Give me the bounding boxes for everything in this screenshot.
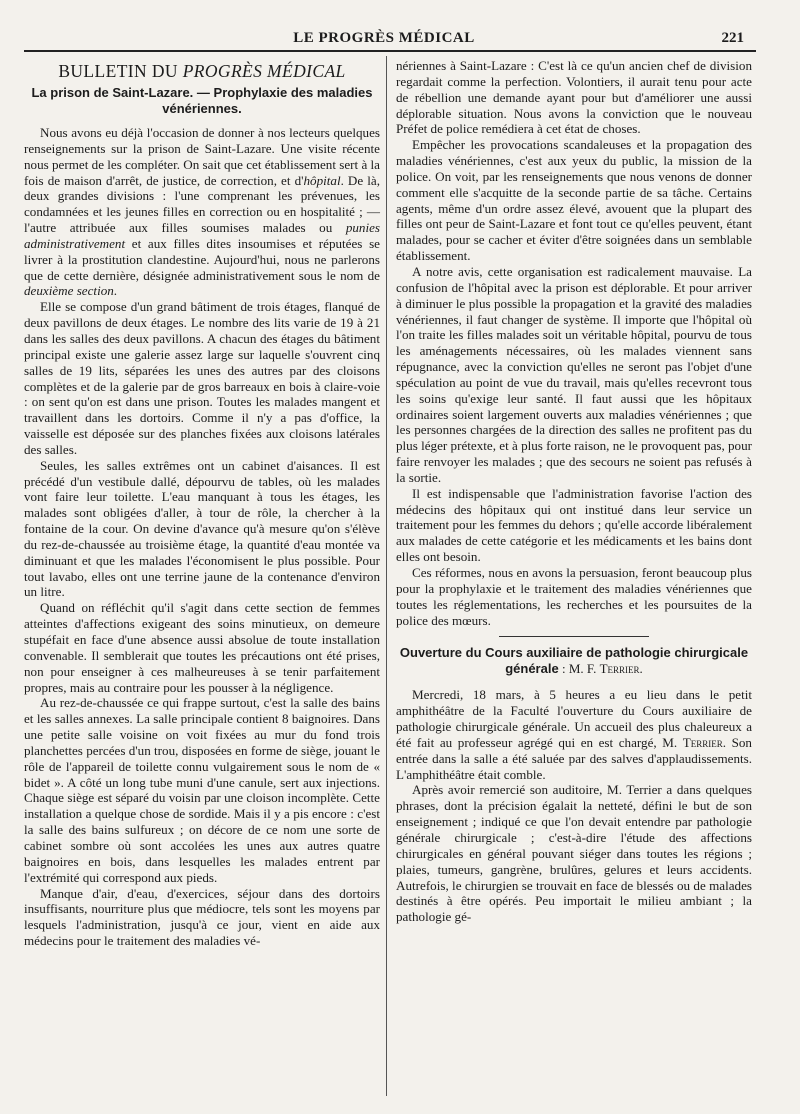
paragraph: A notre avis, cette organisation est radicalement mauvaise. La confusion de l'hôpital avec la prison est déplorable. Et pour arriver à diminuer le plus possible la propagation et la gravité des maladies vénériennes, il faut changer de système. Il importe que l'hôpital où l'on traite les filles malades soit un véritable hôpital, pourvu de tous les aménagements nécessaires, où les malades viennent sans répugnance, avec la conviction qu'elles ne seront pas l'objet d'une spéculation au point de vue du travail, mais qu'elles recevront tous les soins qu'exige leur santé. Il faut aussi que les hôpitaux ordinaires soient largement ouverts aux maladies vénériennes ; que les personnes chargées de la direction des salles ne profitent pas du plus léger prétexte, et à plus forte raison, ne le provoquent pas, pour faire renvoyer les malades ; que des secours ne soient pas refusés à la sortie. xyxy=(396,263,752,485)
running-head xyxy=(24,30,744,50)
article-title-saint-lazare: La prison de Saint-Lazare. — Prophylaxie des maladies vénériennes. xyxy=(31,85,373,116)
column-divider xyxy=(386,56,387,1096)
author-name: Terrier xyxy=(599,661,640,677)
paragraph: Manque d'air, d'eau, d'exercices, séjour dans des dortoirs insuffisants, nourriture plus que médiocre, tels sont les moyens par lesquels l'administration, jusqu'à ce jour, vient en aide aux médecins pour le traitement des maladies vé- xyxy=(24,885,380,949)
header-rule xyxy=(24,50,756,52)
journal-title: LE PROGRÈS MÉDICAL xyxy=(293,30,475,46)
paragraph: Seules, les salles extrêmes ont un cabinet d'aisances. Il est précédé d'un vestibule dallé, dépourvu de tables, où les malades vont faire leur toilette. L'eau manquant à tous les étages, les malades sont obligées d'aller, à tour de rôle, la chercher à la fontaine de la cour. On devine d'avance qu'à mesure qu'on s'élève du rez-de-chaussée au troisième étage, la quantité d'eau montée va diminuant et que les malades l'économisent le plus possible. Pour tout lavabo, elles ont une terrine jaune de la contenance d'environ un litre. xyxy=(24,457,380,600)
left-column xyxy=(24,58,380,949)
right-column xyxy=(396,58,752,925)
paragraph: Nous avons eu déjà l'occasion de donner à nos lecteurs quelques renseignements sur la prison de Saint-Lazare. Une visite récente nous permet de les compléter. On sait que cet établissement sert à la fois de maison d'arrêt, de justice, de correction, et d'hôpital. De là, deux grandes divisions : l'une comprenant les prévenues, les condamnées et les jeunes filles en correction ou en hospitalité ; — l'autre attribuée aux filles soumises malades ou punies administrativement et aux filles dites insoumises et réputées se livrer à la prostitution clandestine. Aujourd'hui, nous ne parlerons que de cette dernière, désignée administrativement sous le nom de deuxième section. xyxy=(24,125,380,299)
paragraph: Elle se compose d'un grand bâtiment de trois étages, flanqué de deux pavillons de deux étages. Le nombre des lits varie de 19 à 21 dans les salles des deux pavillons. A chacun des étages du bâtiment principal existe une galerie assez large sur laquelle s'ouvrent cinq salles de 19 lits, séparées les unes des autres par des cloisons complètes et de la galerie par de gros barreaux en bois à claire-voie : on sent qu'on est dans une prison. Toutes les malades mangent et travaillent dans les dortoirs. Comme il n'y a pas d'office, la vaisselle est déposée sur des planches fixées aux cloisons latérales des salles. xyxy=(24,299,380,457)
paragraph: Mercredi, 18 mars, à 5 heures a eu lieu dans le petit amphithéâtre de la Faculté l'ouverture du Cours auxiliaire de pathologie chirurgicale générale. Un accueil des plus chaleureux a été fait au professeur agrégé qui en est chargé, M. Terrier. Son entrée dans la salle a été saluée par des salves d'applaudissements. L'amphithéâtre était comble. xyxy=(396,687,752,782)
article-title-cours-auxiliaire: Ouverture du Cours auxiliaire de pathologie chirurgicale générale : M. F. Terrier. xyxy=(399,645,749,677)
article-separator xyxy=(499,636,649,637)
paragraph: Au rez-de-chaussée ce qui frappe surtout, c'est la salle des bains et les salles annexes. La salle principale contient 8 baignoires. Dans une petite salle voisine on voit fixées au mur du fond trois planchettes percées d'un trou, disposées en forme de siège, jouant le rôle de l'appareil de toilette connu vulgairement sous le nom de « bidet ». A côté un long tube muni d'une canule, sert aux injections. Chaque siège est séparé du voisin par une cloison incomplète. Cette installation a quelque chose de sordide. Mais il y a pis encore : c'est la salle des bains sulfureux ; on décore de ce nom une sorte de cabinet sombre où sont accolées les unes aux autres quatre baignoires en bois, dans lesquelles les malades entrent par l'extrémité qui correspond aux pieds. xyxy=(24,695,380,885)
paragraph: Il est indispensable que l'administration favorise l'action des médecins des hôpitaux qui ont institué dans leur service un traitement pour les femmes du dehors ; qu'elle accorde libéralement aux malades de cette catégorie et les médicaments et les bains dont elles ont besoin. xyxy=(396,485,752,565)
bulletin-heading: BULLETIN DU PROGRÈS MÉDICAL xyxy=(58,61,346,81)
paragraph: Empêcher les provocations scandaleuses et la propagation des maladies vénériennes, c'est aux yeux du public, la mission de la police. On voit, par les renseignements que nous venons de donner comment elle s'acquitte de la seconde partie de sa tâche. Certains agents, même d'un ordre assez élevé, avouent que la plupart des filles ont peur de Saint-Lazare et font tout ce qu'elles peuvent, étant malades, pour se cacher et éviter d'être soignées dans un semblable établissement. xyxy=(396,137,752,264)
paragraph: Quand on réfléchit qu'il s'agit dans cette section de femmes atteintes d'affections exigeant des soins minutieux, on demeure stupéfait en face d'une absence aussi absolue de toute installation convenable. Il semblerait que toutes les précautions ont été prises, non pour enseigner à ces malheureuses à se tenir parfaitement propres, mais au contraire pour les pousser à la négligence. xyxy=(24,600,380,695)
paragraph: Après avoir remercié son auditoire, M. Terrier a dans quelques phrases, dont la précision égalait la netteté, défini le but de son enseignement ; indiqué ce que l'on devait entendre par pathologie générale chirurgicale ; c'est-à-dire l'étude des affections chirurgicales en général pouvant siéger dans toutes les régions ; plaies, tumeurs, gangrène, brulûres, gelures et leurs accidents. Autrefois, le chirurgien se trouvait en face de blessés ou de malades destinés à être opérés. Peu importait le milieu ambiant ; la pathologie gé- xyxy=(396,782,752,925)
paragraph: Ces réformes, nous en avons la persuasion, feront beaucoup plus pour la prophylaxie et le traitement des maladies vénériennes que toutes les réglementations, les recherches et les poursuites de la police des mœurs. xyxy=(396,565,752,628)
paragraph: nériennes à Saint-Lazare : C'est là ce qu'un ancien chef de division regardait comme la perfection. Volontiers, il aurait tenu pour acte de rébellion une demande ayant pour but d'améliorer une aussi déplorable situation. Nous avons la conviction que le nouveau Préfet de police remédiera à cet état de choses. xyxy=(396,58,752,137)
page-number: 221 xyxy=(721,30,744,46)
